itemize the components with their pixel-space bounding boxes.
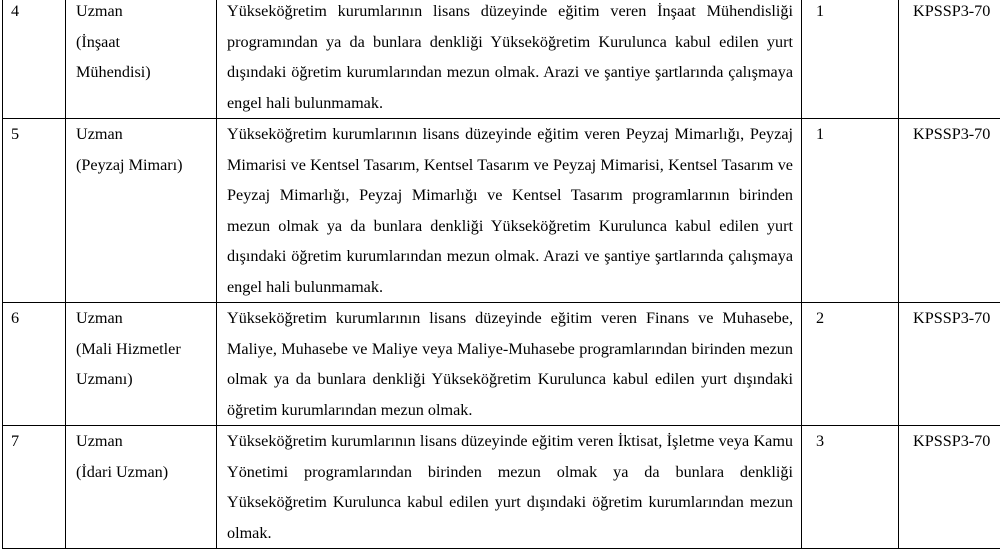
position-title-line: (İdari Uzman)	[76, 462, 169, 481]
position-title-line: Uzman	[76, 432, 123, 450]
position-title-line: Uzman	[76, 309, 123, 327]
position-count: 2	[802, 303, 899, 426]
position-title	[66, 0, 217, 119]
position-count: 1	[802, 0, 899, 119]
row-number: 4	[3, 0, 66, 119]
requirement-text: Yükseköğretim kurumlarının lisans düzeyinde eğitim veren İktisat, İşletme veya Kamu Yönetimi programlarından birinden mezun olmak ya da bunlara denkliği Yükseköğretim Kurulunca kabul edilen yurt dışındaki öğretim kurumlarından mezun olmak.	[217, 426, 802, 549]
row-number: 7	[3, 426, 66, 549]
position-title-line: (Peyzaj Mimarı)	[76, 155, 183, 174]
position-count: 3	[802, 426, 899, 549]
position-title	[66, 426, 217, 549]
row-number: 5	[3, 119, 66, 303]
kpss-code: KPSSP3-70	[899, 303, 1000, 426]
position-title-line: Uzman	[76, 2, 123, 20]
table-row	[3, 0, 1000, 119]
kpss-code: KPSSP3-70	[899, 0, 1000, 119]
position-title-line: Uzman	[76, 125, 123, 143]
position-title	[66, 303, 217, 426]
requirement-text: Yükseköğretim kurumlarının lisans düzeyinde eğitim veren Finans ve Muhasebe, Maliye, Muhasebe ve Maliye veya Maliye-Muhasebe programlarından birinden mezun olmak ya da bunlara denkliği Yükseköğretim Kurulunca kabul edilen yurt dışındaki öğretim kurumlarından mezun olmak.	[217, 303, 802, 426]
position-title-line: Mühendisi)	[76, 63, 151, 81]
kpss-code: KPSSP3-70	[899, 119, 1000, 303]
position-title-line: (Mali Hizmetler	[76, 339, 181, 358]
table-row	[3, 303, 1000, 426]
position-count: 1	[802, 119, 899, 303]
row-number: 6	[3, 303, 66, 426]
requirement-text: Yükseköğretim kurumlarının lisans düzeyinde eğitim veren Peyzaj Mimarlığı, Peyzaj Mimarisi ve Kentsel Tasarım, Kentsel Tasarım ve Peyzaj Mimarisi, Kentsel Tasarım ve Peyzaj Mimarlığı, Peyzaj Mimarlığı ve Kentsel Tasarım programlarının birinden mezun olmak ya da bunlara denkliği Yükseköğretim Kurulunca kabul edilen yurt dışındaki öğretim kurumlarından mezun olmak. Arazi ve şantiye şartlarında çalışmaya engel hali bulunmamak.	[217, 119, 802, 303]
requirement-text: Yükseköğretim kurumlarının lisans düzeyinde eğitim veren İnşaat Mühendisliği programından ya da bunlara denkliği Yükseköğretim Kurulunca kabul edilen yurt dışındaki öğretim kurumlarından mezun olmak. Arazi ve şantiye şartlarında çalışmaya engel hali bulunmamak.	[217, 0, 802, 119]
positions-table	[2, 0, 1000, 549]
table-row	[3, 119, 1000, 303]
table-row	[3, 426, 1000, 549]
kpss-code: KPSSP3-70	[899, 426, 1000, 549]
position-title	[66, 119, 217, 303]
position-title-line: (İnşaat	[76, 32, 121, 51]
position-title-line: Uzmanı)	[76, 370, 133, 388]
